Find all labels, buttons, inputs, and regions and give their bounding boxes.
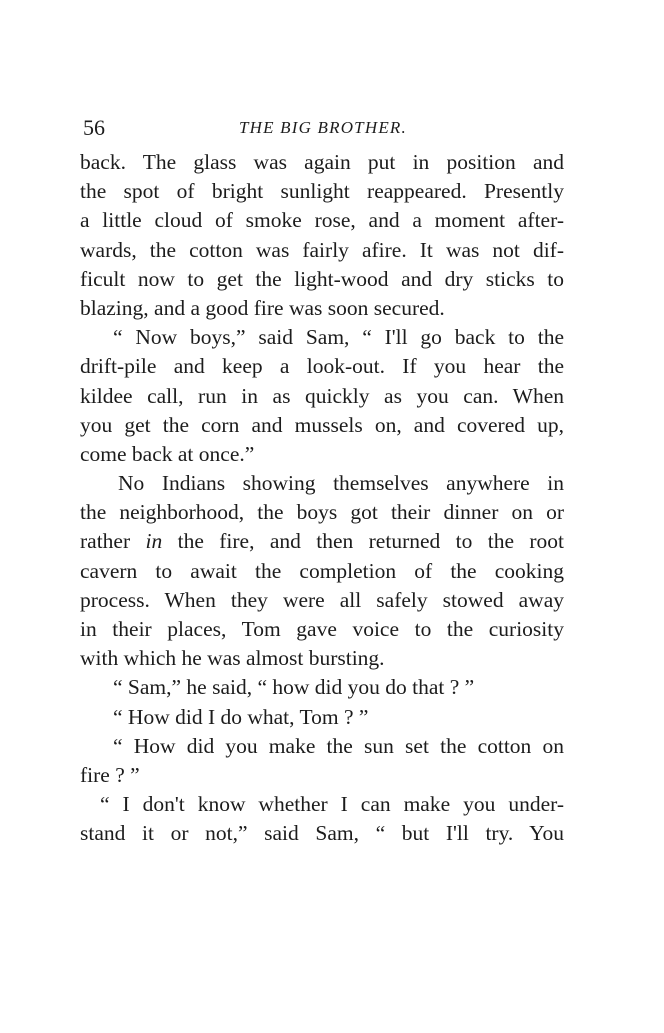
text-line: drift-pile and keep a look-out. If you hear the	[80, 354, 564, 379]
text-line: stand it or not,” said Sam, “ but I'll try. You	[80, 821, 564, 846]
text-line: “ How did you make the sun set the cotton on	[113, 733, 564, 758]
text-line: the spot of bright sunlight reappeared. Presently	[80, 179, 564, 204]
text-line: come back at once.”	[80, 441, 255, 466]
text-line: the neighborhood, the boys got their dinner on or	[80, 500, 564, 525]
body-text	[80, 148, 564, 849]
text-line: fire ? ”	[80, 762, 140, 787]
text-line: “ How did I do what, Tom ? ”	[113, 704, 369, 729]
text-line: with which he was almost bursting.	[80, 646, 385, 671]
text-fragment: rather	[80, 529, 131, 554]
text-line: wards, the cotton was fairly afire. It was not dif-	[80, 237, 564, 262]
page-header	[83, 113, 563, 143]
text-line: back. The glass was again put in position and	[80, 150, 564, 174]
text-line: No Indians showing themselves anywhere in	[118, 471, 564, 496]
text-line: “ I don't know whether I can make you under-	[100, 792, 564, 817]
text-line: process. When they were all safely stowed away	[80, 587, 564, 612]
text-fragment: the fire, and then returned to the root	[177, 529, 564, 554]
text-line: cavern to await the completion of the cooking	[80, 558, 564, 583]
running-title: THE BIG BROTHER.	[239, 118, 407, 137]
italic-word: in	[145, 529, 163, 554]
text-line: ficult now to get the light-wood and dry sticks to	[80, 266, 564, 291]
page-number: 56	[83, 115, 105, 140]
text-line: blazing, and a good fire was soon secured.	[80, 295, 445, 320]
text-line: a little cloud of smoke rose, and a moment after-	[80, 208, 564, 233]
text-line: in their places, Tom gave voice to the curiosity	[80, 617, 564, 641]
text-line: kildee call, run in as quickly as you can. When	[80, 383, 564, 408]
text-line: “ Now boys,” said Sam, “ I'll go back to the	[113, 325, 564, 350]
text-line: you get the corn and mussels on, and covered up,	[80, 412, 564, 437]
text-line-with-italic	[80, 527, 564, 556]
text-line: “ Sam,” he said, “ how did you do that ? ”	[113, 675, 475, 700]
